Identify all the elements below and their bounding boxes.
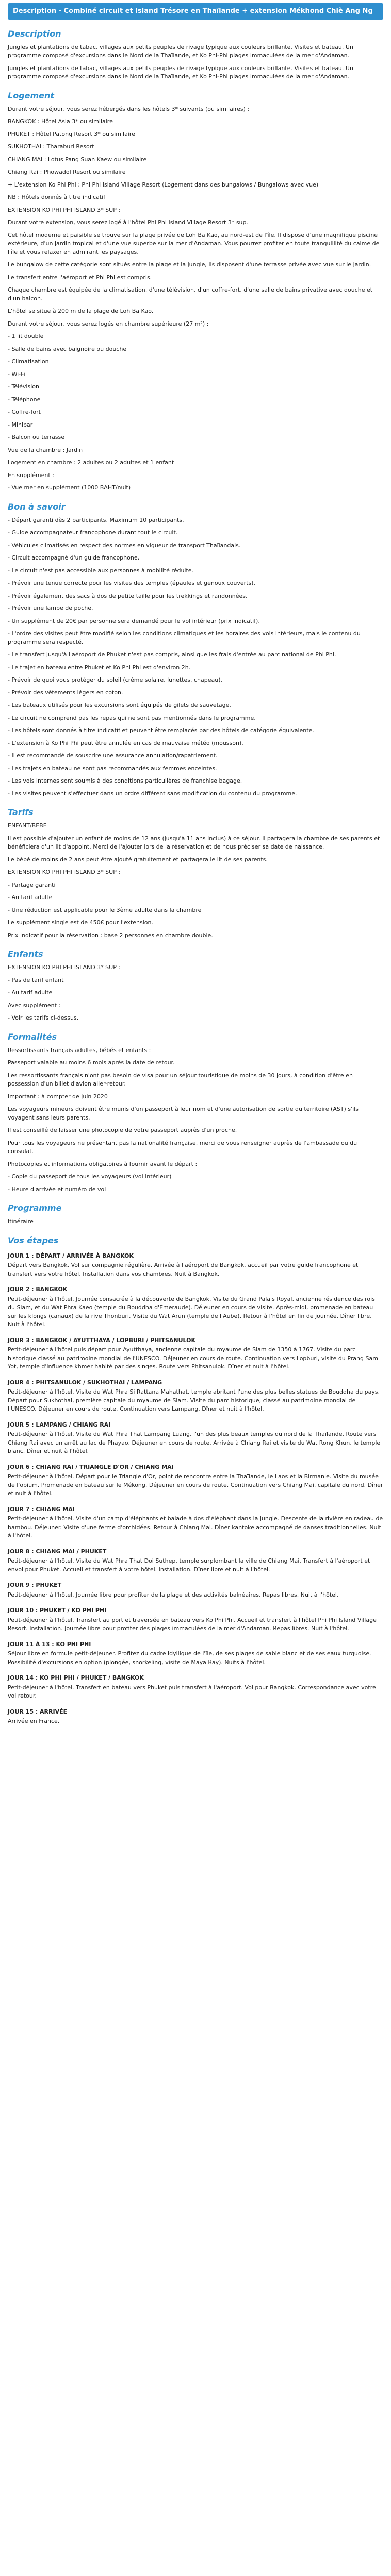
section-paragraph: - Prévoir des vêtements légers en coton.	[8, 689, 123, 696]
section-paragraph: PHUKET : Hôtel Patong Resort 3* ou similaire	[8, 130, 135, 138]
section-paragraph: - Circuit accompagné d'un guide francophone.	[8, 554, 140, 561]
section-paragraph: - Les vols internes sont soumis à des conditions particulières de franchise bagage.	[8, 777, 242, 784]
section-paragraph: Les voyageurs mineurs doivent être munis d'un passeport à leur nom et d'une autorisation de sortie du territoire (AST) s'ils voyagent sans leurs parents.	[8, 1106, 359, 1121]
section-paragraph: - Salle de bains avec baignoire ou douche	[8, 345, 127, 352]
section-paragraph: - Téléphone	[8, 396, 41, 403]
day-block	[8, 1674, 383, 1701]
section-paragraph: L'hôtel se situe à 200 m de la plage de Loh Ba Kao.	[8, 308, 154, 314]
section-paragraph: Jungles et plantations de tabac, villages aux petits peuples de rivage typique aux couleurs brillante. Visites et bateau. Un programme composé d'excursions dans le Nord de la Thaïlande, et Ko Phi-Phi plages immaculées de la mer d'Andaman.	[8, 43, 353, 59]
section-paragraph: Le transfert entre l'aéroport et Phi Phi est compris.	[8, 274, 152, 281]
day-text: Départ vers Bangkok. Vol sur compagnie régulière. Arrivée à l'aéroport de Bangkok, accueil par votre guide francophone et transfert vers votre hôtel. Installation dans vos chambres. Nuit à Bangkok.	[8, 1262, 359, 1277]
section-paragraph: - Heure d'arrivée et numéro de vol	[8, 1185, 106, 1193]
section-paragraph: - Guide accompagnateur francophone durant tout le circuit.	[8, 529, 178, 536]
day-title: JOUR 15 : ARRIVÉE	[8, 1708, 68, 1715]
section-paragraph: Il est possible d'ajouter un enfant de moins de 12 ans (jusqu'à 11 ans inclus) à ce séjour. Il partagera la chambre de ses parents et bénéficiera d'un lit d'appoint. Merci de l'ajouter lors de la réservation et de nous préciser sa date de naissance.	[8, 835, 380, 850]
section-paragraph: - Partage garanti	[8, 881, 56, 888]
day-title: JOUR 3 : BANGKOK / AYUTTHAYA / LOPBURI / PHITSANULOK	[8, 1336, 196, 1344]
day-title: JOUR 6 : CHIANG RAI / TRIANGLE D'OR / CHIANG MAI	[8, 1463, 174, 1470]
section-paragraph: EXTENSION KO PHI PHI ISLAND 3* SUP :	[8, 206, 121, 213]
day-title: JOUR 7 : CHIANG MAI	[8, 1505, 75, 1513]
section-paragraph: SUKHOTHAI : Tharaburi Resort	[8, 143, 94, 150]
section-paragraph: EXTENSION KO PHI PHI ISLAND 3* SUP :	[8, 964, 121, 971]
day-block	[8, 1252, 383, 1279]
section-paragraph: Le supplément single est de 450€ pour l'extension.	[8, 919, 153, 926]
section-paragraph: ENFANT/BEBE	[8, 822, 47, 829]
day-text: Séjour libre en formule petit-déjeuner. Profitez du cadre idyllique de l'île, de ses plages de sable blanc et de ses eaux turquoise. Possibilité d'excursions en option (plongée, snorkeling, visite de Maya Bay). Nuits à l'hôtel.	[8, 1650, 371, 1666]
section-paragraph: - Climatisation	[8, 358, 49, 365]
section-paragraph: - Le circuit n'est pas accessible aux personnes à mobilité réduite.	[8, 567, 194, 574]
section-paragraph: EXTENSION KO PHI PHI ISLAND 3* SUP :	[8, 869, 121, 875]
content	[8, 28, 383, 1726]
section-heading: Logement	[8, 90, 55, 100]
section-paragraph: - Vue mer en supplément (1000 BAHT/nuit)	[8, 484, 131, 491]
section-paragraph: Avec supplément :	[8, 1002, 61, 1009]
section-paragraph: - Prévoir une lampe de poche.	[8, 605, 93, 612]
section-heading: Bon à savoir	[8, 501, 66, 512]
section-paragraph: - Un supplément de 20€ par personne sera demandé pour le vol intérieur (prix indicatif).	[8, 617, 260, 624]
day-block	[8, 1640, 383, 1667]
day-block	[8, 1379, 383, 1414]
day-title: JOUR 1 : DÉPART / ARRIVÉE À BANGKOK	[8, 1252, 134, 1259]
day-text: Petit-déjeuner à l'hôtel puis départ pour Ayutthaya, ancienne capitale du royaume de Siam de 1350 à 1767. Visite du parc historique classé au patrimoine mondial de l'UNESCO. Déjeuner en cours de route. Continuation vers Lopburi, visite du Prang Sam Yot, temple d'influence khmer habité par des singes. Route vers Phitsanulok. Dîner et nuit à l'hôtel.	[8, 1346, 378, 1370]
day-text: Petit-déjeuner à l'hôtel. Visite du Wat Phra Si Rattana Mahathat, temple abritant l'une des plus belles statues de Bouddha du pays. Départ pour Sukhothai, première capitale du royaume de Siam. Visite du parc historique, classé au patrimoine mondial de l'UNESCO. Déjeuner en cours de route. Continuation vers Lampang. Dîner et nuit à l'hôtel.	[8, 1388, 380, 1412]
section-paragraph: - L'extension à Ko Phi Phi peut être annulée en cas de mauvaise météo (mousson).	[8, 739, 243, 747]
day-block	[8, 1505, 383, 1540]
section-paragraph: Durant votre extension, vous serez logé à l'hôtel Phi Phi Island Village Resort 3* sup.	[8, 219, 249, 226]
page-title: Description - Combiné circuit et Island Trésore en Thaïlande + extension Mékhond Chiè Ang Ng	[8, 3, 383, 20]
day-title: JOUR 4 : PHITSANULOK / SUKHOTHAI / LAMPANG	[8, 1379, 162, 1386]
section-paragraph: Passeport valable au moins 6 mois après la date de retour.	[8, 1059, 175, 1066]
section-paragraph: - Prévoir de quoi vous protéger du soleil (crème solaire, lunettes, chapeau).	[8, 676, 222, 683]
day-block	[8, 1581, 383, 1599]
day-block	[8, 1708, 383, 1726]
section-paragraph: - Une réduction est applicable pour le 3ème adulte dans la chambre	[8, 906, 202, 913]
section-paragraph: Le bungalow de cette catégorie sont situés entre la plage et la jungle, ils disposent d'une terrasse privée avec vue sur le jardin.	[8, 261, 371, 268]
day-title: JOUR 14 : KO PHI PHI / PHUKET / BANGKOK	[8, 1674, 144, 1681]
section-paragraph: - Le trajet en bateau entre Phuket et Ko Phi Phi est d'environ 2h.	[8, 664, 191, 671]
day-block	[8, 1606, 383, 1633]
section-paragraph: Photocopies et informations obligatoires à fournir avant le départ :	[8, 1160, 198, 1167]
section-paragraph: Durant votre séjour, vous serez hébergés dans les hôtels 3* suivants (ou similaires) :	[8, 105, 250, 112]
day-block	[8, 1548, 383, 1574]
section-paragraph: Les ressortissants français n'ont pas besoin de visa pour un séjour touristique de moins de 30 jours, à condition d'être en possession d'un billet d'avion aller-retour.	[8, 1072, 353, 1087]
section-paragraph: - Copie du passeport de tous les voyageurs (vol intérieur)	[8, 1173, 172, 1180]
section-paragraph: - Le circuit ne comprend pas les repas qui ne sont pas mentionnés dans le programme.	[8, 714, 256, 721]
section-paragraph: - Il est recommandé de souscrire une assurance annulation/rapatriement.	[8, 752, 218, 759]
section-paragraph: En supplément :	[8, 471, 54, 479]
day-text: Arrivée en France.	[8, 1718, 60, 1724]
section-heading: Programme	[8, 1203, 62, 1213]
section-paragraph: - Pas de tarif enfant	[8, 976, 64, 984]
day-title: JOUR 5 : LAMPANG / CHIANG RAI	[8, 1421, 111, 1428]
section-paragraph: - Véhicules climatisés en respect des normes en vigueur de transport Thaïlandais.	[8, 541, 241, 549]
section-paragraph: Important : à compter de juin 2020	[8, 1093, 108, 1100]
section-paragraph: CHIANG MAI : Lotus Pang Suan Kaew ou similaire	[8, 156, 147, 163]
section-paragraph: - Départ garanti dès 2 participants. Maximum 10 participants.	[8, 516, 184, 523]
section-paragraph: Itinéraire	[8, 1218, 34, 1225]
section-heading: Description	[8, 28, 61, 39]
section-paragraph: - Au tarif adulte	[8, 989, 53, 996]
section-paragraph: - Les bateaux utilisés pour les excursions sont équipés de gilets de sauvetage.	[8, 702, 231, 708]
section-paragraph: Durant votre séjour, vous serez logés en chambre supérieure (27 m²) :	[8, 320, 209, 327]
section-paragraph: NB : Hôtels donnés à titre indicatif	[8, 194, 106, 200]
day-title: JOUR 11 À 13 : KO PHI PHI	[8, 1640, 91, 1648]
page	[8, 0, 383, 1726]
section-paragraph: - Les trajets en bateau ne sont pas recommandés aux femmes enceintes.	[8, 765, 217, 772]
section-paragraph: - Minibar	[8, 421, 33, 428]
day-title: JOUR 9 : PHUKET	[8, 1582, 62, 1588]
section-paragraph: Chiang Rai : Phowadol Resort ou similaire	[8, 168, 126, 175]
section-paragraph: - Balcon ou terrasse	[8, 434, 65, 440]
section-paragraph: - Télévision	[8, 383, 39, 390]
section-paragraph: - L'ordre des visites peut être modifié selon les conditions climatiques et les horaires des vols intérieurs, mais le contenu du programme sera respecté.	[8, 630, 361, 646]
section-paragraph: - Voir les tarifs ci-dessus.	[8, 1014, 79, 1021]
day-title: JOUR 8 : CHIANG MAI / PHUKET	[8, 1548, 107, 1555]
day-block	[8, 1421, 383, 1456]
section-paragraph: Prix indicatif pour la réservation : base 2 personnes en chambre double.	[8, 931, 213, 939]
section-paragraph: - 1 lit double	[8, 333, 44, 340]
day-block	[8, 1463, 383, 1498]
section-heading: Formalités	[8, 1031, 57, 1042]
section-paragraph: - Prévoir une tenue correcte pour les visites des temples (épaules et genoux couverts).	[8, 580, 255, 586]
section-paragraph: - Prévoir également des sacs à dos de petite taille pour les trekkings et randonnées.	[8, 592, 248, 599]
section-paragraph: Logement en chambre : 2 adultes ou 2 adultes et 1 enfant	[8, 459, 174, 466]
section-paragraph: Pour tous les voyageurs ne présentant pas la nationalité française, merci de vous renseigner auprès de l'ambassade ou du consulat.	[8, 1139, 357, 1155]
section-paragraph: Cet hôtel moderne et paisible se trouve sur la plage privée de Loh Ba Kao, au nord-est de l'île. Il dispose d'une magnifique piscine extérieure, d'un jardin tropical et d'une vue superbe sur la mer d'Andaman. Vous pourrez profiter en toute tranquillité du calme de l'île et vous relaxer en admirant les paysages.	[8, 231, 380, 256]
section-paragraph: Ressortissants français adultes, bébés et enfants :	[8, 1046, 151, 1054]
day-title: JOUR 2 : BANGKOK	[8, 1286, 68, 1293]
section-paragraph: BANGKOK : Hôtel Asia 3* ou similaire	[8, 118, 113, 125]
section-paragraph: Il est conseillé de laisser une photocopie de votre passeport auprès d'un proche.	[8, 1127, 237, 1133]
section-paragraph: - Les visites peuvent s'effectuer dans un ordre différent sans modification du contenu du programme.	[8, 790, 297, 797]
day-block	[8, 1285, 383, 1329]
day-text: Petit-déjeuner à l'hôtel. Visite du Wat Phra That Lampang Luang, l'un des plus beaux temples du nord de la Thaïlande. Route vers Chiang Rai avec un arrêt au lac de Phayao. Déjeuner en cours de route. Arrivée à Chiang Rai et visite du Wat Rong Khun, le temple blanc. Dîner et nuit à l'hôtel.	[8, 1431, 381, 1454]
section-paragraph: - Wi-Fi	[8, 370, 25, 378]
section-heading: Enfants	[8, 949, 43, 959]
day-block	[8, 1336, 383, 1371]
day-text: Petit-déjeuner à l'hôtel. Visite d'un camp d'éléphants et balade à dos d'éléphant dans la jungle. Descente de la rivière en radeau de bambou. Déjeuner. Visite d'une ferme d'orchidées. Retour à Chiang Mai. Dîner kantoke accompagné de danses traditionnelles. Nuit à l'hôtel.	[8, 1515, 383, 1539]
section-paragraph: Jungles et plantations de tabac, villages aux petits peuples de rivage typique aux couleurs brillante. Visites et bateau. Un programme composé d'excursions dans le Nord de la Thaïlande, et Ko Phi-Phi plages immaculées de la mer d'Andaman.	[8, 64, 353, 80]
day-text: Petit-déjeuner à l'hôtel. Journée consacrée à la découverte de Bangkok. Visite du Grand Palais Royal, ancienne résidence des rois du Siam, et du Wat Phra Kaeo (temple du Bouddha d'Émeraude). Déjeuner en cours de visite. Après-midi, promenade en bateau sur les klongs (canaux) de la rive Thonburi. Visite du Wat Arun (temple de l'Aube). Retour à l'hôtel en fin de journée. Dîner libre. Nuit à l'hôtel.	[8, 1295, 375, 1328]
section-paragraph: - Coffre-fort	[8, 409, 41, 415]
day-text: Petit-déjeuner à l'hôtel. Visite du Wat Phra That Doi Suthep, temple surplombant la ville de Chiang Mai. Transfert à l'aéroport et envol pour Phuket. Accueil et transfert à votre hôtel. Installation. Dîner libre et nuit à l'hôtel.	[8, 1557, 370, 1573]
section-paragraph: Chaque chambre est équipée de la climatisation, d'une télévision, d'un coffre-fort, d'une salle de bains privative avec douche et d'un balcon.	[8, 286, 373, 302]
day-text: Petit-déjeuner à l'hôtel. Départ pour le Triangle d'Or, point de rencontre entre la Thaïlande, le Laos et la Birmanie. Visite du musée de l'opium. Promenade en bateau sur le Mékong. Déjeuner en cours de route. Continuation vers Chiang Mai, capitale du nord. Dîner et nuit à l'hôtel.	[8, 1473, 383, 1497]
section-paragraph: - Les hôtels sont donnés à titre indicatif et peuvent être remplacés par des hôtels de catégorie équivalente.	[8, 727, 314, 734]
day-text: Petit-déjeuner à l'hôtel. Transfert en bateau vers Phuket puis transfert à l'aéroport. Vol pour Bangkok. Correspondance avec votre vol retour.	[8, 1684, 376, 1699]
section-paragraph: Le bébé de moins de 2 ans peut être ajouté gratuitement et partagera le lit de ses parents.	[8, 856, 268, 863]
section-paragraph: + L'extension Ko Phi Phi : Phi Phi Island Village Resort (Logement dans des bungalows / Bungalows avec vue)	[8, 181, 319, 188]
day-text: Petit-déjeuner à l'hôtel. Journée libre pour profiter de la plage et des activités balnéaires. Repas libres. Nuit à l'hôtel.	[8, 1591, 339, 1598]
section-paragraph: - Le transfert jusqu'à l'aéroport de Phuket n'est pas compris, ainsi que les frais d'entrée au parc national de Phi Phi.	[8, 651, 336, 658]
section-heading: Vos étapes	[8, 1235, 59, 1245]
day-text: Petit-déjeuner à l'hôtel. Transfert au port et traversée en bateau vers Ko Phi Phi. Accueil et transfert à l'hôtel Phi Phi Island Village Resort. Installation. Journée libre pour profiter des plages immaculées de la mer d'Andaman. Repas libres. Nuit à l'hôtel.	[8, 1616, 377, 1632]
section-heading: Tarifs	[8, 807, 34, 817]
section-paragraph: - Au tarif adulte	[8, 894, 53, 901]
section-paragraph: Vue de la chambre : Jardin	[8, 446, 83, 453]
day-title: JOUR 10 : PHUKET / KO PHI PHI	[8, 1607, 107, 1614]
